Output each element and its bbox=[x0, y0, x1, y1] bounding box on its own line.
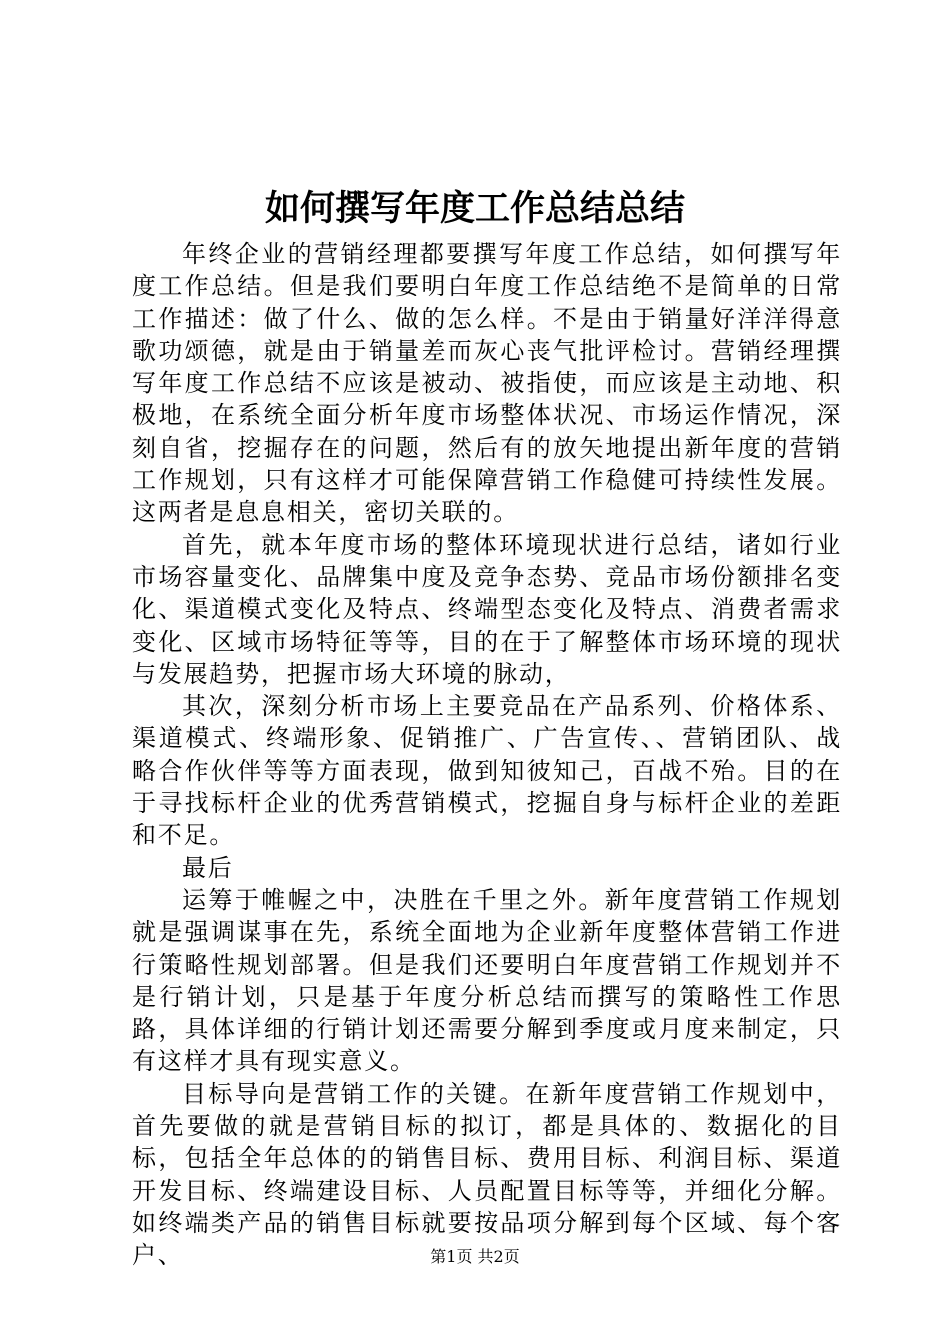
document-body bbox=[132, 238, 842, 1272]
paragraph: 其次，深刻分析市场上主要竞品在产品系列、价格体系、渠道模式、终端形象、促销推广、广告宣传、、营销团队、战略合作伙伴等等方面表现，做到知彼知己，百战不殆。目的在于寻找标杆企业的优秀营销模式，挖掘自身与标杆企业的差距和不足。 bbox=[132, 692, 842, 850]
paragraph: 最后 bbox=[182, 853, 234, 882]
document-title: 如何撰写年度工作总结总结 bbox=[264, 188, 685, 229]
paragraph: 首先，就本年度市场的整体环境现状进行总结，诸如行业市场容量变化、品牌集中度及竞争态势、竞品市场份额排名变化、渠道模式变化及特点、终端型态变化及特点、消费者需求变化、区域市场特征等等，目的在于了解整体市场环境的现状与发展趋势，把握市场大环境的脉动， bbox=[132, 530, 842, 688]
page-number-footer: 第1页 共2页 bbox=[430, 1247, 520, 1266]
paragraph: 运筹于帷幄之中，决胜在千里之外。新年度营销工作规划就是强调谋事在先，系统全面地为企业新年度整体营销工作进行策略性规划部署。但是我们还要明白年度营销工作规划并不是行销计划，只是基于年度分析总结而撰写的策略性工作思路，具体详细的行销计划还需要分解到季度或月度来制定，只有这样才具有现实意义。 bbox=[132, 885, 842, 1076]
paragraph: 年终企业的营销经理都要撰写年度工作总结，如何撰写年度工作总结。但是我们要明白年度工作总结绝不是简单的日常工作描述：做了什么、做的怎么样。不是由于销量好洋洋得意歌功颂德，就是由于销量差而灰心丧气批评检讨。营销经理撰写年度工作总结不应该是被动、被指使，而应该是主动地、积极地，在系统全面分析年度市场整体状况、市场运作情况，深刻自省，挖掘存在的问题，然后有的放矢地提出新年度的营销工作规划，只有这样才可能保障营销工作稳健可持续性发展。这两者是息息相关，密切关联的。 bbox=[132, 240, 842, 527]
paragraph: 目标导向是营销工作的关键。在新年度营销工作规划中，首先要做的就是营销目标的拟订，都是具体的、数据化的目标，包括全年总体的的销售目标、费用目标、利润目标、渠道开发目标、终端建设目标、人员配置目标等等，并细化分解。如终端类产品的销售目标就要按品项分解到每个区域、每个客户、 bbox=[132, 1079, 842, 1270]
